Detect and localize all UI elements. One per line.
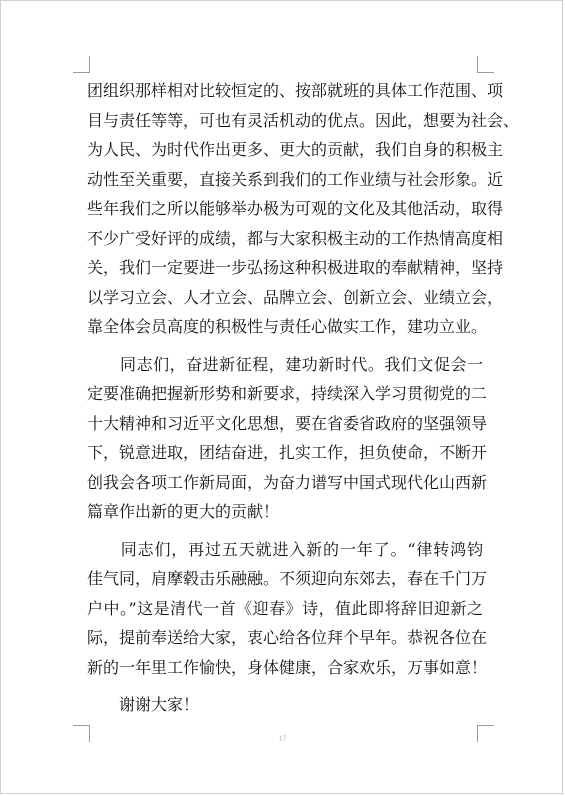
text-line: 关，我们一定要进一步弘扬这种积极进取的奉献精神，坚持	[87, 258, 504, 277]
text-line: 户中。”这是清代一首《迎春》诗，值此即将辞旧迎新之	[87, 598, 483, 618]
text-line: 新的一年里工作愉快，身体健康，合家欢乐，万事如意！	[87, 657, 488, 677]
page-number: 17	[278, 734, 287, 743]
paragraph-gap	[87, 682, 483, 690]
paragraph-gap	[87, 527, 483, 535]
text-line: 目与责任等等，可也有灵活机动的优点。因此，想要为社会、	[87, 110, 520, 130]
text-line: 以学习立会、人才立会、品牌立会、创新立会、业绩立会，	[87, 287, 504, 307]
document-body	[87, 76, 520, 720]
text-line: 团组织那样相对比较恒定的、按部就班的具体工作范围、项	[87, 81, 504, 100]
text-line: 十大精神和习近平文化思想，要在省委省政府的坚强领导	[87, 413, 488, 433]
text-line: 佳气同，肩摩毂击乐融融。不须迎向东郊去，春在千门万	[87, 569, 488, 588]
text-line: 谢谢大家！	[87, 695, 200, 714]
paragraph-gap	[87, 342, 483, 350]
text-line: 下，锐意进取，团结奋进，扎实工作，担负使命，不断开	[87, 443, 488, 462]
text-line: 同志们，再过五天就进入新的一年了。“律转鸿钧	[87, 539, 483, 559]
text-line: 不少广受好评的成绩，都与大家积极主动的工作热情高度相	[87, 228, 504, 248]
text-line: 为人民、为时代作出更多、更大的贡献，我们自身的积极主	[87, 140, 504, 159]
text-line: 篇章作出新的更大的贡献！	[87, 502, 280, 521]
text-line: 创我会各项工作新局面，为奋力谱写中国式现代化山西新	[87, 472, 488, 492]
text-line: 靠全体会员高度的积极性与责任心做实工作，建功立业。	[87, 317, 488, 336]
text-line: 同志们，奋进新征程，建功新时代。我们文促会一	[87, 354, 483, 374]
text-line: 际，提前奉送给大家，衷心给各位拜个早年。恭祝各位在	[87, 628, 488, 647]
margin-corner-mark-top-right	[477, 56, 494, 73]
text-line: 些年我们之所以能够举办极为可观的文化及其他活动，取得	[87, 199, 504, 218]
text-line: 动性至关重要，直接关系到我们的工作业绩与社会形象。近	[87, 169, 504, 189]
margin-corner-mark-top-left	[73, 56, 90, 73]
text-line: 定要准确把握新形势和新要求，持续深入学习贯彻党的二	[87, 384, 488, 403]
